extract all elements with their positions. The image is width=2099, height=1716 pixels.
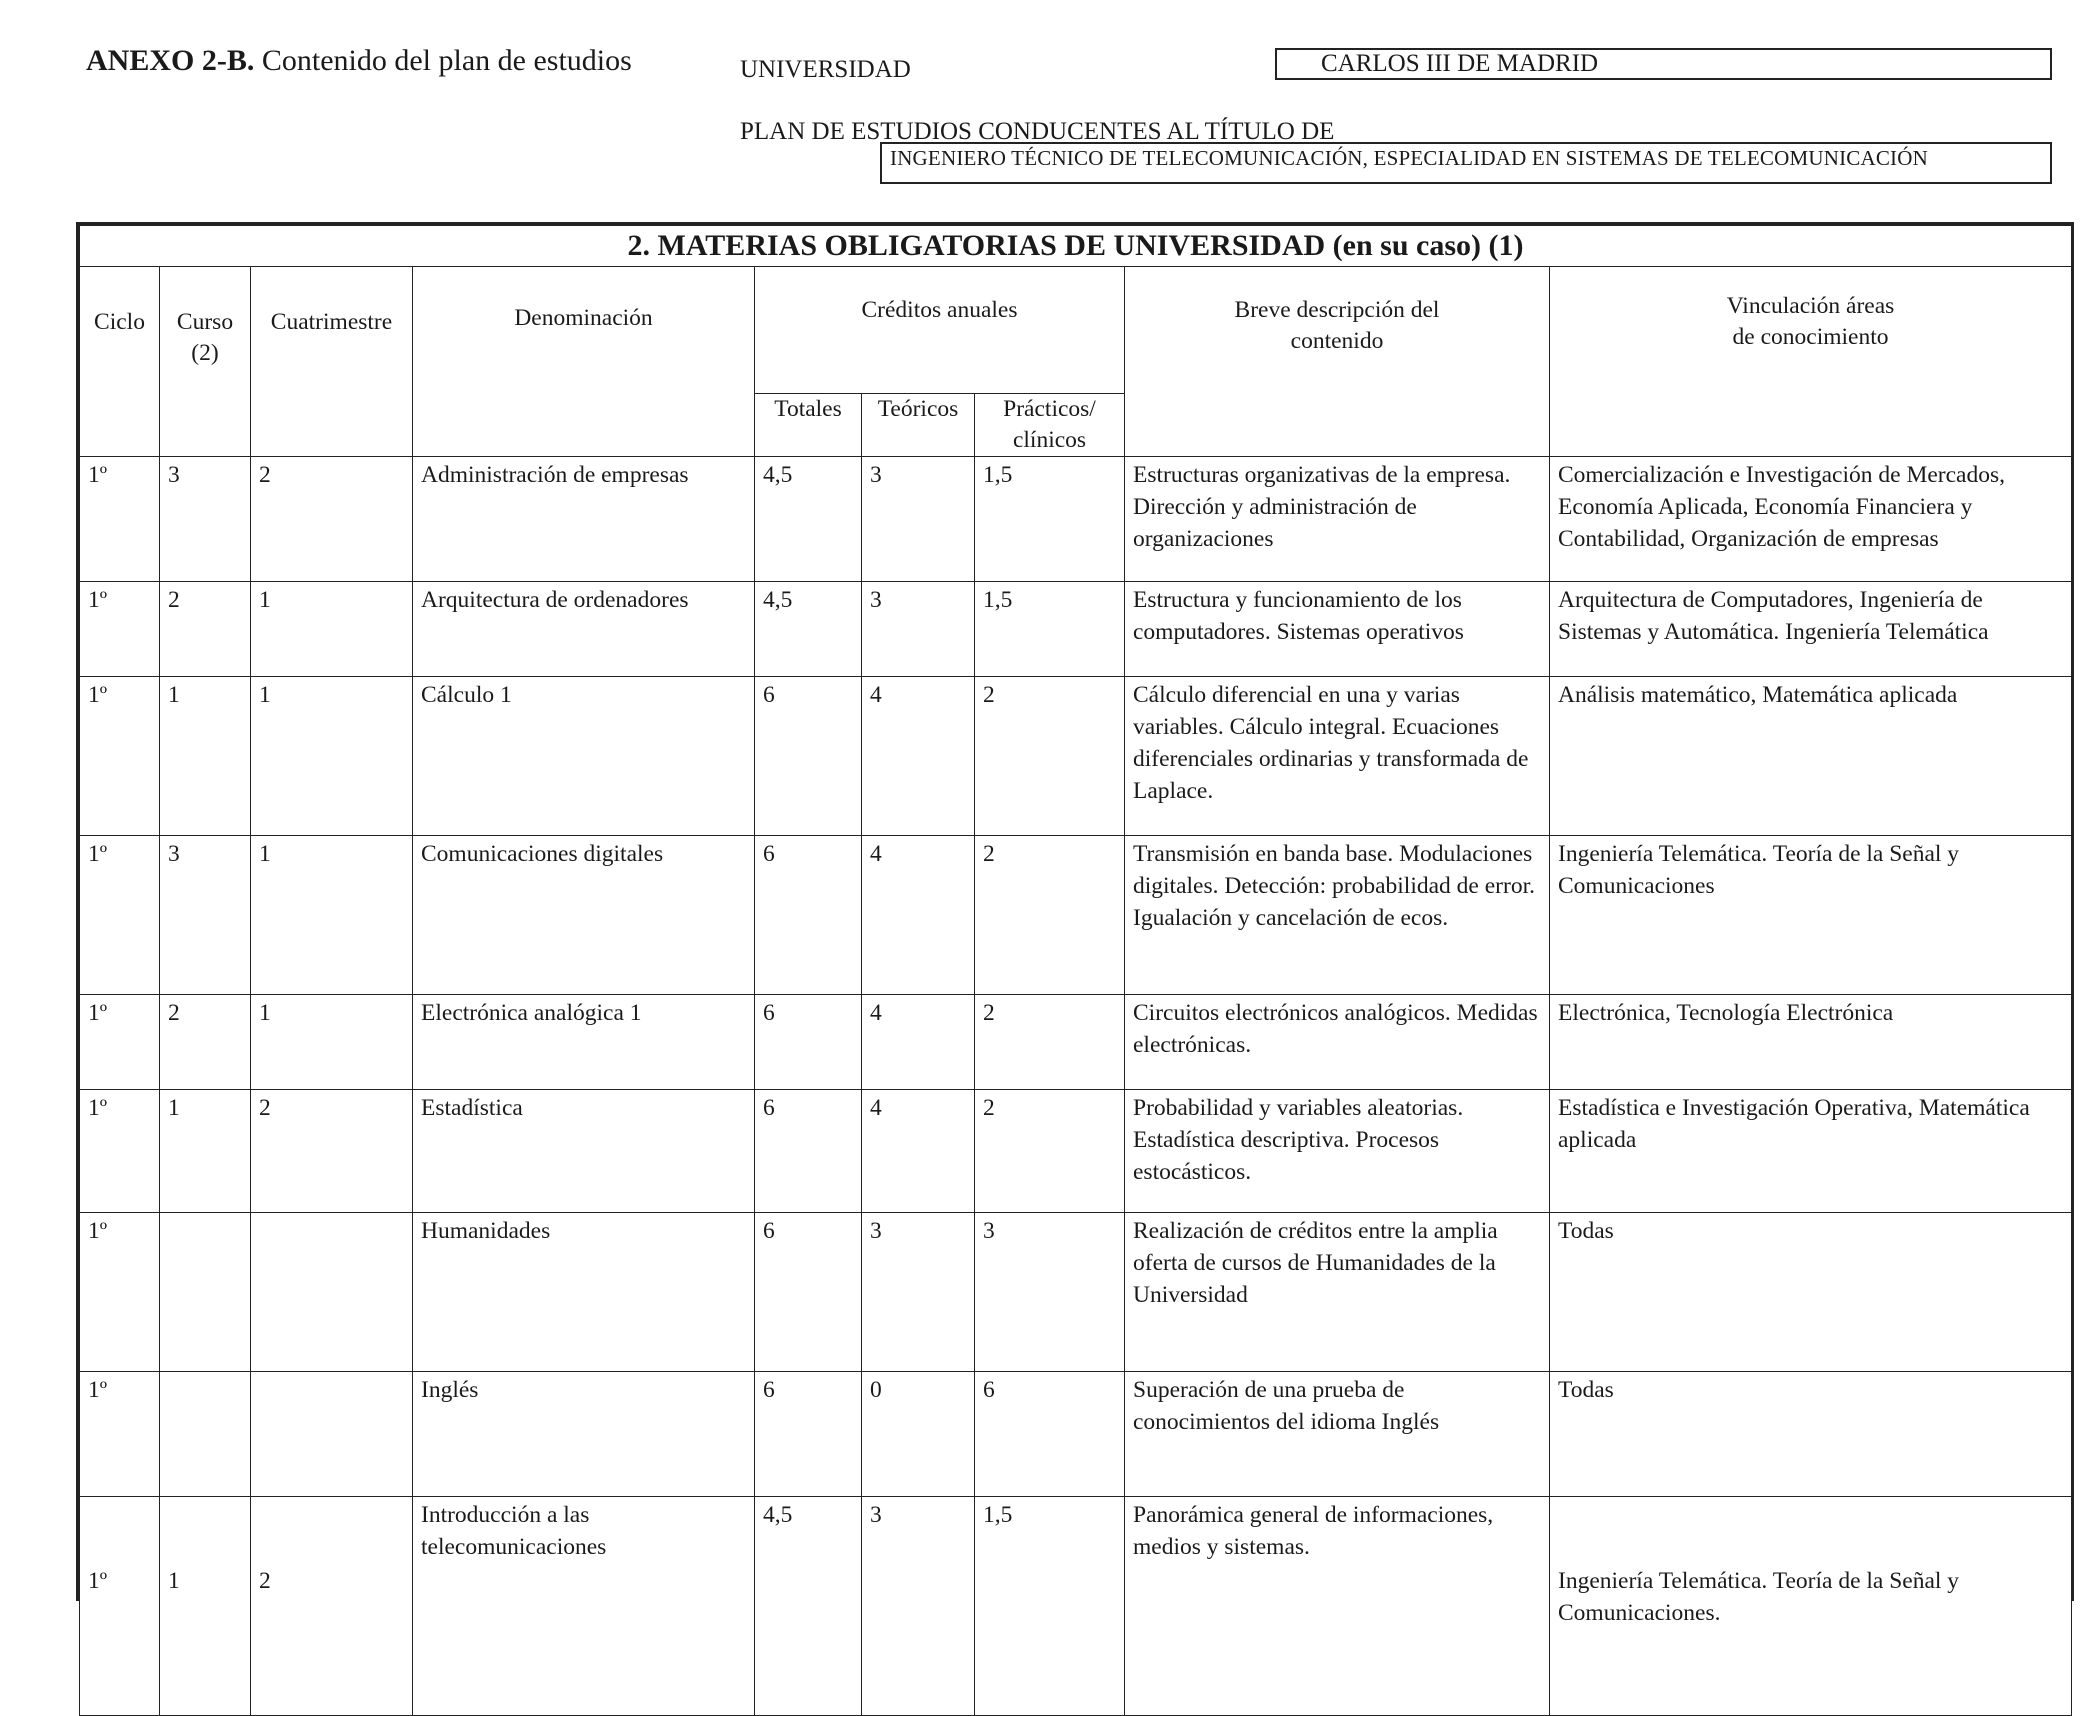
- col-ciclo: Ciclo: [80, 267, 160, 457]
- cell-cuatrimestre: [251, 1372, 413, 1497]
- subjects-table-container: [76, 222, 2074, 1626]
- cell-teoricos: 4: [862, 995, 975, 1090]
- cell-cuatrimestre: 1: [251, 995, 413, 1090]
- col-descripcion: [1125, 267, 1550, 457]
- cell-denominacion: Arquitectura de ordenadores: [413, 582, 755, 677]
- cell-vinculacion: Análisis matemático, Matemática aplicada: [1550, 677, 2072, 836]
- cell-curso: 3: [160, 457, 251, 582]
- university-label: UNIVERSIDAD: [740, 56, 911, 83]
- cell-ciclo: 1º: [80, 1372, 160, 1497]
- cell-totales: 6: [755, 836, 862, 995]
- cell-totales: 6: [755, 677, 862, 836]
- cell-vinculacion: Ingeniería Telemática. Teoría de la Señal y Comunicaciones.: [1550, 1497, 2072, 1716]
- cell-curso: 2: [160, 582, 251, 677]
- cell-cuatrimestre: 1: [251, 677, 413, 836]
- table-row: [80, 1213, 2072, 1372]
- cell-denominacion: Inglés: [413, 1372, 755, 1497]
- col-vinculacion: [1550, 267, 2072, 457]
- table-row: [80, 1497, 2072, 1716]
- cell-vinculacion: Comercialización e Investigación de Mercados, Economía Aplicada, Economía Financiera y Contabilidad, Organización de empresas: [1550, 457, 2072, 582]
- cell-vinculacion: Electrónica, Tecnología Electrónica: [1550, 995, 2072, 1090]
- table-row: [80, 457, 2072, 582]
- cell-descripcion: Panorámica general de informaciones, medios y sistemas.: [1125, 1497, 1550, 1716]
- cell-teoricos: 4: [862, 1090, 975, 1213]
- cell-descripcion: Estructuras organizativas de la empresa. Dirección y administración de organizaciones: [1125, 457, 1550, 582]
- col-descripcion-2: contenido: [1290, 328, 1384, 354]
- cell-practicos: 3: [975, 1213, 1125, 1372]
- cell-descripcion: Transmisión en banda base. Modulaciones digitales. Detección: probabilidad de error. Igualación y cancelación de ecos.: [1125, 836, 1550, 995]
- cell-totales: 6: [755, 1372, 862, 1497]
- cell-vinculacion: Todas: [1550, 1372, 2072, 1497]
- cell-ciclo: 1º: [80, 457, 160, 582]
- cell-denominacion: Electrónica analógica 1: [413, 995, 755, 1090]
- cell-practicos: 2: [975, 677, 1125, 836]
- col-curso-note: (2): [191, 340, 219, 366]
- table-row: [80, 582, 2072, 677]
- col-curso-label: Curso: [176, 309, 234, 335]
- cell-curso: [160, 1213, 251, 1372]
- cell-vinculacion: Ingeniería Telemática. Teoría de la Señal y Comunicaciones: [1550, 836, 2072, 995]
- cell-curso: 3: [160, 836, 251, 995]
- cell-denominacion: Administración de empresas: [413, 457, 755, 582]
- degree-title-box: [880, 142, 2052, 184]
- cell-denominacion: Comunicaciones digitales: [413, 836, 755, 995]
- cell-curso: 1: [160, 677, 251, 836]
- cell-vinculacion: Estadística e Investigación Operativa, Matemática aplicada: [1550, 1090, 2072, 1213]
- cell-totales: 4,5: [755, 1497, 862, 1716]
- table-title: 2. MATERIAS OBLIGATORIAS DE UNIVERSIDAD (en su caso) (1): [80, 226, 2072, 267]
- cell-ciclo: 1º: [80, 677, 160, 836]
- degree-title-value: INGENIERO TÉCNICO DE TELECOMUNICACIÓN, ESPECIALIDAD EN SISTEMAS DE TELECOMUNICACIÓN: [890, 146, 1928, 170]
- cell-descripcion: Estructura y funcionamiento de los computadores. Sistemas operativos: [1125, 582, 1550, 677]
- cell-descripcion: Circuitos electrónicos analógicos. Medidas electrónicas.: [1125, 995, 1550, 1090]
- cell-totales: 4,5: [755, 457, 862, 582]
- cell-teoricos: 3: [862, 1213, 975, 1372]
- plan-label: PLAN DE ESTUDIOS CONDUCENTES AL TÍTULO DE: [740, 118, 1335, 145]
- col-vinculacion-1: Vinculación áreas: [1726, 293, 1895, 319]
- col-curso: [160, 267, 251, 457]
- cell-totales: 6: [755, 1090, 862, 1213]
- subjects-table: [79, 225, 2072, 1716]
- col-totales: Totales: [755, 394, 862, 457]
- cell-denominacion: Cálculo 1: [413, 677, 755, 836]
- cell-curso: 1: [160, 1497, 251, 1716]
- cell-cuatrimestre: 2: [251, 1090, 413, 1213]
- cell-descripcion: Superación de una prueba de conocimientos del idioma Inglés: [1125, 1372, 1550, 1497]
- cell-cuatrimestre: 2: [251, 457, 413, 582]
- cell-practicos: 1,5: [975, 1497, 1125, 1716]
- col-practicos: [975, 394, 1125, 457]
- col-creditos: Créditos anuales: [755, 267, 1125, 394]
- cell-totales: 6: [755, 1213, 862, 1372]
- cell-curso: [160, 1372, 251, 1497]
- cell-totales: 6: [755, 995, 862, 1090]
- cell-vinculacion: Arquitectura de Computadores, Ingeniería de Sistemas y Automática. Ingeniería Telemática: [1550, 582, 2072, 677]
- cell-practicos: 2: [975, 995, 1125, 1090]
- cell-ciclo: 1º: [80, 995, 160, 1090]
- cell-practicos: 1,5: [975, 457, 1125, 582]
- cell-ciclo: 1º: [80, 1090, 160, 1213]
- cell-descripcion: Cálculo diferencial en una y varias variables. Cálculo integral. Ecuaciones diferenciales ordinarias y transformada de Laplace.: [1125, 677, 1550, 836]
- annex-label: ANEXO 2-B.: [86, 44, 255, 77]
- col-vinculacion-2: de conocimiento: [1732, 324, 1889, 350]
- annex-heading: [86, 44, 632, 78]
- cell-ciclo: 1º: [80, 836, 160, 995]
- cell-denominacion: Introducción a las telecomunicaciones: [413, 1497, 755, 1716]
- table-row: [80, 995, 2072, 1090]
- cell-teoricos: 4: [862, 836, 975, 995]
- table-row: [80, 677, 2072, 836]
- cell-totales: 4,5: [755, 582, 862, 677]
- cell-cuatrimestre: 1: [251, 836, 413, 995]
- cell-curso: 1: [160, 1090, 251, 1213]
- col-teoricos: Teóricos: [862, 394, 975, 457]
- university-value: CARLOS III DE MADRID: [1321, 50, 1599, 77]
- cell-denominacion: Humanidades: [413, 1213, 755, 1372]
- cell-cuatrimestre: 2: [251, 1497, 413, 1716]
- annex-subtitle: Contenido del plan de estudios: [261, 44, 632, 77]
- cell-vinculacion: Todas: [1550, 1213, 2072, 1372]
- table-row: [80, 1372, 2072, 1497]
- col-cuatrimestre: Cuatrimestre: [251, 267, 413, 457]
- cell-descripcion: Realización de créditos entre la amplia oferta de cursos de Humanidades de la Universidad: [1125, 1213, 1550, 1372]
- col-denominacion: Denominación: [413, 267, 755, 457]
- cell-practicos: 6: [975, 1372, 1125, 1497]
- cell-denominacion: Estadística: [413, 1090, 755, 1213]
- cell-cuatrimestre: [251, 1213, 413, 1372]
- cell-ciclo: 1º: [80, 1497, 160, 1716]
- cell-teoricos: 3: [862, 582, 975, 677]
- cell-teoricos: 3: [862, 1497, 975, 1716]
- cell-practicos: 1,5: [975, 582, 1125, 677]
- table-row: [80, 836, 2072, 995]
- cell-ciclo: 1º: [80, 582, 160, 677]
- cell-cuatrimestre: 1: [251, 582, 413, 677]
- cell-descripcion: Probabilidad y variables aleatorias. Estadística descriptiva. Procesos estocásticos.: [1125, 1090, 1550, 1213]
- cell-teoricos: 4: [862, 677, 975, 836]
- col-practicos-1: Prácticos/: [1003, 396, 1096, 422]
- table-row: [80, 1090, 2072, 1213]
- cell-practicos: 2: [975, 836, 1125, 995]
- col-descripcion-1: Breve descripción del: [1234, 297, 1440, 323]
- cell-curso: 2: [160, 995, 251, 1090]
- cell-practicos: 2: [975, 1090, 1125, 1213]
- cell-teoricos: 0: [862, 1372, 975, 1497]
- cell-ciclo: 1º: [80, 1213, 160, 1372]
- university-box: [1275, 48, 2052, 80]
- cell-teoricos: 3: [862, 457, 975, 582]
- col-practicos-2: clínicos: [1012, 427, 1087, 453]
